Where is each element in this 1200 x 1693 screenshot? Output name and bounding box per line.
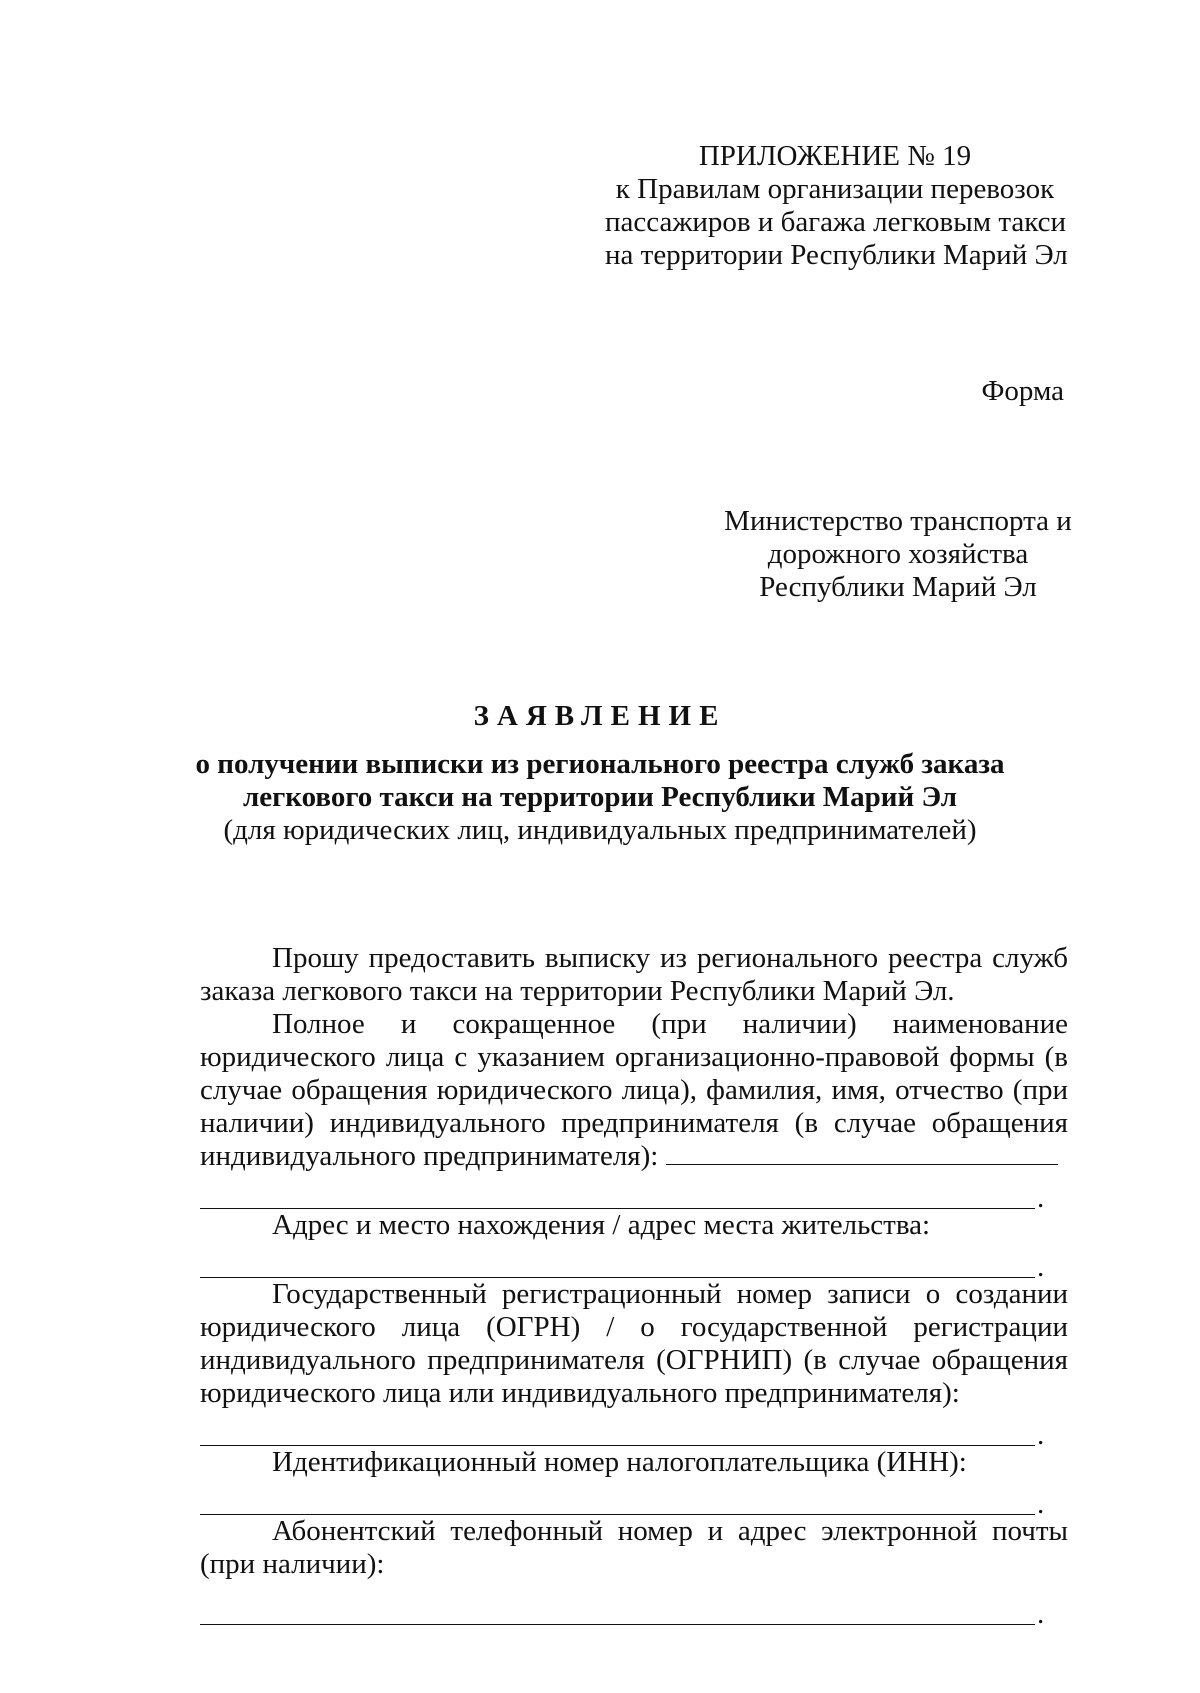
addressee-line-3: Республики Марий Эл [759,571,1037,603]
ogrn-field-rule [200,1419,1035,1446]
name-field-paragraph [200,1008,1068,1173]
appendix-number: ПРИЛОЖЕНИЕ № 19 [698,140,972,172]
name-field-blank[interactable] [666,1142,1058,1165]
document-subtitle [0,748,1200,847]
appendix-ref-line-3: на территории Республики Марий Эл [605,239,1068,271]
subtitle-line-1: о получении выписки из регионального реестра служб заказа [195,748,1005,780]
inn-field-period: . [1037,1488,1045,1520]
name-field-rule [200,1182,1035,1209]
inn-field-label: Идентификационный номер налогоплательщика (ИНН): [272,1446,967,1478]
subtitle-line-2: легкового такси на территории Республики Марий Эл [242,781,958,813]
name-field-label: Полное и сокращенное (при наличии) наименование юридического лица с указанием организационно-правовой формы (в случае обращения юридического лица), фамилия, имя, отчество (при наличии) индивидуального предпринимателя (в случае обращения индивидуального предпринимателя): [200,1008,1068,1172]
ogrn-field-period: . [1037,1419,1045,1451]
addressee-block [718,505,1078,604]
appendix-ref-line-2: пассажиров и багажа легковым такси [605,206,1066,238]
name-field-period: . [1037,1182,1045,1214]
document-title: ЗАЯВЛЕНИЕ [473,700,727,732]
appendix-ref-line-1: к Правилам организации перевозок [615,173,1055,205]
subtitle-line-3: (для юридических лиц, индивидуальных предпринимателей) [223,814,977,846]
ogrn-field-label: Государственный регистрационный номер записи о создании юридического лица (ОГРН) / о государственной регистрации индивидуального предпринимателя (ОГРНИП) (в случае обращения юридического лица или индивидуального предпринимателя): [200,1278,1068,1409]
address-field-rule [200,1251,1035,1278]
contact-field-line[interactable] [200,1589,1068,1630]
contact-field-period: . [1037,1598,1045,1630]
application-body [200,942,1068,1630]
appendix-header [605,140,1068,272]
request-paragraph: Прошу предоставить выписку из регионального реестра служб заказа легкового такси на территории Республики Марий Эл. [200,942,1068,1007]
addressee-line-2: дорожного хозяйства [767,538,1029,570]
name-field-line[interactable] [200,1173,1068,1214]
contact-field-rule [200,1598,1035,1625]
form-label: Форма [981,375,1064,407]
address-field-period: . [1037,1251,1045,1283]
contact-field-label: Абонентский телефонный номер и адрес электронной почты (при наличии): [200,1515,1068,1580]
address-field-label: Адрес и место нахождения / адрес места жительства: [272,1209,931,1241]
inn-field-line[interactable] [200,1479,1068,1520]
ogrn-field-line[interactable] [200,1410,1068,1451]
addressee-line-1: Министерство транспорта и [724,505,1072,537]
address-field-line[interactable] [200,1242,1068,1283]
inn-field-rule [200,1488,1035,1515]
